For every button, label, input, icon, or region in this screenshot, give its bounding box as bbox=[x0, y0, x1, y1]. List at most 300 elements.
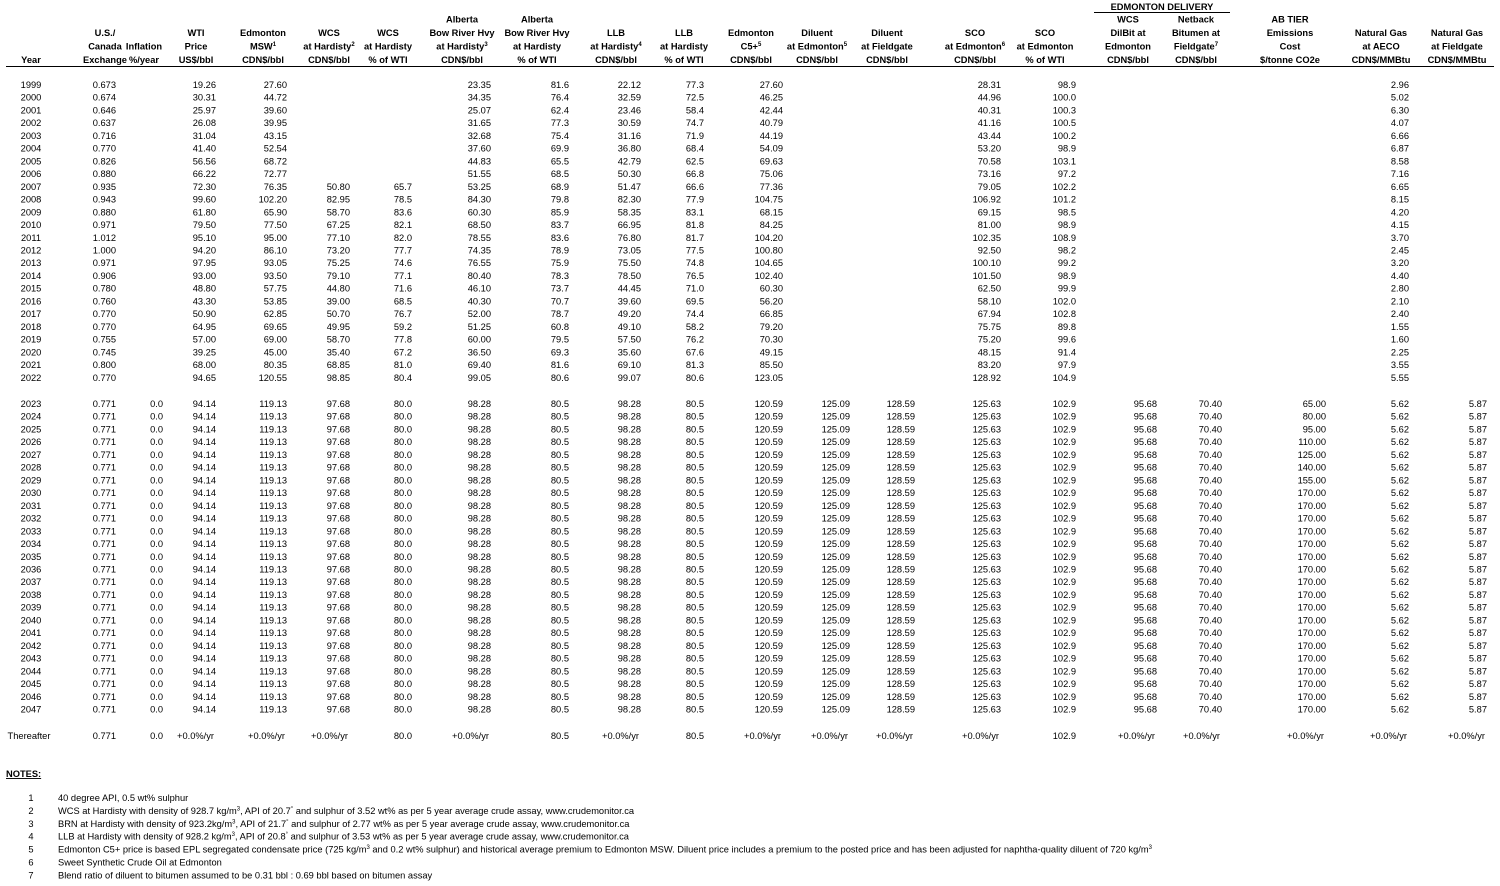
cell-llb: 76.80 bbox=[617, 232, 641, 243]
cell-sco: 125.63 bbox=[972, 399, 1001, 409]
table-row bbox=[21, 666, 1487, 676]
column-header-dil_edm: at Edmonton$^5$ bbox=[786, 41, 848, 52]
cell-c5: 120.59 bbox=[754, 411, 783, 422]
cell-year: 2042 bbox=[20, 640, 42, 651]
cell-year: 2016 bbox=[20, 296, 42, 307]
table-row bbox=[21, 475, 1487, 485]
cell-ng_fg: 5.87 bbox=[1468, 666, 1487, 677]
cell-brh: 31.65 bbox=[467, 118, 491, 129]
cell-llb_pct: 80.5 bbox=[685, 564, 704, 575]
cell-msw: +0.0%/yr bbox=[248, 731, 285, 741]
cell-c5: 120.59 bbox=[754, 602, 783, 613]
cell-sco_pct: 102.0 bbox=[1052, 296, 1076, 307]
column-header-fx: Exchange bbox=[83, 55, 127, 65]
note-superscript: 3 bbox=[232, 819, 236, 826]
cell-dil_edm: 125.09 bbox=[821, 551, 850, 562]
cell-wcs_pct: 71.6 bbox=[393, 283, 412, 294]
cell-infl: 0.0 bbox=[150, 628, 163, 639]
cell-sco: 28.31 bbox=[977, 80, 1001, 90]
cell-llb_pct: 80.5 bbox=[685, 411, 704, 422]
cell-dil_fg: 128.59 bbox=[886, 615, 915, 626]
cell-ng_aeco: 5.55 bbox=[1390, 372, 1409, 383]
cell-ng_fg: 5.87 bbox=[1468, 704, 1487, 715]
cell-wcs: 97.68 bbox=[326, 691, 350, 702]
cell-year: 2039 bbox=[20, 602, 42, 613]
cell-dil_fg: 128.59 bbox=[886, 653, 915, 664]
cell-c5: 120.59 bbox=[754, 589, 783, 600]
cell-llb_pct: 69.5 bbox=[685, 296, 704, 307]
cell-fx: 0.755 bbox=[92, 334, 116, 345]
cell-llb: 51.47 bbox=[617, 181, 641, 192]
table-row bbox=[21, 654, 1487, 664]
cell-llb: 98.28 bbox=[617, 704, 641, 715]
table-row bbox=[21, 335, 1409, 345]
cell-sco: 125.63 bbox=[972, 551, 1001, 562]
cell-msw: 119.13 bbox=[259, 526, 287, 537]
cell-sco: 69.15 bbox=[977, 207, 1001, 218]
cell-infl: 0.0 bbox=[150, 526, 163, 537]
cell-brh_pct: 80.5 bbox=[550, 399, 569, 409]
cell-wti: 94.14 bbox=[192, 488, 216, 499]
cell-ng_aeco: 5.62 bbox=[1390, 437, 1409, 448]
cell-wcs: 50.80 bbox=[326, 181, 350, 192]
cell-fx: 0.771 bbox=[92, 462, 116, 473]
cell-llb: 32.59 bbox=[617, 92, 641, 103]
cell-msw: 119.13 bbox=[259, 589, 287, 600]
cell-fx: 0.906 bbox=[92, 270, 116, 281]
cell-ng_aeco: 5.62 bbox=[1390, 615, 1409, 626]
cell-brh: 98.28 bbox=[467, 462, 491, 473]
cell-sco_pct: 99.9 bbox=[1057, 283, 1076, 294]
cell-fx: 0.771 bbox=[92, 577, 116, 588]
cell-dil_edm: 125.09 bbox=[821, 615, 850, 626]
table-row bbox=[21, 615, 1487, 625]
cell-sco: 75.75 bbox=[977, 321, 1001, 332]
cell-sco_pct: 102.9 bbox=[1052, 399, 1076, 409]
table-row bbox=[21, 641, 1487, 651]
cell-tier: 170.00 bbox=[1297, 653, 1326, 664]
cell-msw: 119.13 bbox=[259, 551, 287, 562]
cell-brh_pct: 85.9 bbox=[550, 207, 569, 218]
cell-brh_pct: 78.7 bbox=[550, 309, 569, 320]
cell-wcs_pct: 80.0 bbox=[393, 488, 412, 499]
cell-ng_aeco: 5.62 bbox=[1390, 704, 1409, 715]
cell-llb_pct: 68.4 bbox=[685, 143, 704, 154]
table-row bbox=[21, 296, 1409, 306]
note-segment: and sulphur of 3.53 wt% as per 5 year average crude assay, www.crudemonitor.ca bbox=[288, 831, 629, 842]
cell-dil_fg: 128.59 bbox=[886, 589, 915, 600]
thereafter-row bbox=[8, 731, 1485, 741]
cell-wcs_pct: 76.7 bbox=[393, 309, 412, 320]
cell-year: Thereafter bbox=[7, 731, 51, 741]
cell-fx: 0.771 bbox=[92, 679, 116, 690]
cell-fx: 0.771 bbox=[92, 704, 116, 715]
cell-sco: 102.35 bbox=[972, 232, 1001, 243]
cell-ng_aeco: 8.58 bbox=[1390, 156, 1409, 167]
cell-wcs_pct: 80.0 bbox=[393, 589, 412, 600]
cell-brh: 51.55 bbox=[467, 169, 491, 180]
cell-llb: 36.80 bbox=[617, 143, 641, 154]
table-row bbox=[21, 692, 1487, 702]
footnote-marker: 5 bbox=[757, 42, 762, 48]
cell-llb: 98.28 bbox=[617, 628, 641, 639]
cell-llb: 98.28 bbox=[617, 679, 641, 690]
cell-sco: 41.16 bbox=[977, 118, 1001, 129]
cell-ng_aeco: +0.0%/yr bbox=[1370, 731, 1407, 741]
cell-dilbit: 95.68 bbox=[1133, 691, 1157, 702]
cell-llb: 39.60 bbox=[617, 296, 641, 307]
cell-llb_pct: 77.9 bbox=[685, 194, 704, 205]
cell-c5: 120.59 bbox=[754, 488, 783, 499]
cell-sco: 125.63 bbox=[972, 602, 1001, 613]
cell-c5: 56.20 bbox=[759, 296, 783, 307]
cell-brh: 98.28 bbox=[467, 424, 491, 435]
cell-msw: 72.77 bbox=[263, 169, 287, 180]
cell-wcs_pct: 77.8 bbox=[393, 334, 412, 345]
cell-wcs: 98.85 bbox=[326, 372, 350, 383]
cell-wti: 95.10 bbox=[192, 232, 216, 243]
cell-ng_aeco: 5.62 bbox=[1390, 513, 1409, 524]
cell-brh: 68.50 bbox=[467, 220, 491, 231]
cell-wcs: 97.68 bbox=[326, 411, 350, 422]
cell-dilbit: 95.68 bbox=[1133, 475, 1157, 486]
cell-year: 1999 bbox=[20, 80, 42, 90]
cell-sco: 125.63 bbox=[972, 628, 1001, 639]
cell-msw: 119.13 bbox=[259, 449, 287, 460]
column-header-wcs: at Hardisty$^2$ bbox=[303, 41, 355, 52]
column-header-c5: CDN$/bbl bbox=[730, 55, 772, 65]
cell-ng_fg: 5.87 bbox=[1468, 424, 1487, 435]
cell-year: 2032 bbox=[20, 513, 42, 524]
cell-fx: 0.771 bbox=[92, 411, 116, 422]
column-header-msw: MSW$^1$ bbox=[249, 41, 277, 52]
column-header-netback: Bitumen at bbox=[1171, 28, 1221, 38]
cell-wcs: 97.68 bbox=[326, 462, 350, 473]
column-header-ng_fg: Natural Gas bbox=[1430, 28, 1484, 38]
cell-llb: +0.0%/yr bbox=[602, 731, 639, 741]
cell-dil_fg: 128.59 bbox=[886, 437, 915, 448]
cell-dil_edm: 125.09 bbox=[821, 437, 850, 448]
cell-ng_aeco: 5.62 bbox=[1390, 449, 1409, 460]
cell-llb: 49.20 bbox=[617, 309, 641, 320]
note-number: 6 bbox=[28, 857, 34, 868]
cell-dilbit: 95.68 bbox=[1133, 500, 1157, 511]
column-header-wcs: CDN$/bbl bbox=[308, 55, 350, 65]
cell-msw: 119.13 bbox=[259, 411, 287, 422]
cell-wcs_pct: 80.0 bbox=[393, 539, 412, 550]
table-row bbox=[21, 347, 1409, 357]
cell-wcs: 82.95 bbox=[326, 194, 350, 205]
cell-wti: 94.14 bbox=[192, 615, 216, 626]
cell-dilbit: 95.68 bbox=[1133, 577, 1157, 588]
cell-llb_pct: 80.5 bbox=[685, 731, 704, 741]
cell-dil_edm: 125.09 bbox=[821, 475, 850, 486]
cell-ng_aeco: 2.80 bbox=[1390, 283, 1409, 294]
cell-msw: 119.13 bbox=[259, 564, 287, 575]
cell-ng_aeco: 2.45 bbox=[1390, 245, 1409, 256]
cell-ng_fg: 5.87 bbox=[1468, 564, 1487, 575]
note-text bbox=[58, 832, 630, 842]
table-row bbox=[21, 552, 1487, 562]
cell-wti: 39.25 bbox=[192, 347, 216, 358]
cell-wcs_pct: 68.5 bbox=[393, 296, 412, 307]
column-header-ng_fg: at Fieldgate bbox=[1431, 41, 1483, 52]
cell-llb_pct: 80.5 bbox=[685, 539, 704, 550]
cell-msw: 119.13 bbox=[259, 488, 287, 499]
cell-wcs: 97.68 bbox=[326, 589, 350, 600]
table-row bbox=[21, 271, 1409, 281]
cell-llb_pct: 74.4 bbox=[685, 309, 704, 320]
cell-netback: 70.40 bbox=[1198, 564, 1222, 575]
table-row bbox=[21, 360, 1409, 370]
cell-wcs_pct: 80.0 bbox=[393, 526, 412, 537]
cell-sco_pct: 102.9 bbox=[1052, 602, 1076, 613]
cell-dilbit: 95.68 bbox=[1133, 399, 1157, 409]
cell-infl: 0.0 bbox=[150, 564, 163, 575]
cell-year: 2024 bbox=[20, 411, 42, 422]
cell-netback: 70.40 bbox=[1198, 602, 1222, 613]
cell-sco: 125.63 bbox=[972, 449, 1001, 460]
cell-fx: 0.880 bbox=[92, 169, 116, 180]
cell-fx: 0.673 bbox=[92, 80, 116, 90]
cell-netback: 70.40 bbox=[1198, 577, 1222, 588]
note-number: 1 bbox=[28, 793, 34, 803]
cell-sco_pct: 98.9 bbox=[1057, 220, 1076, 231]
cell-brh: 32.68 bbox=[467, 130, 491, 141]
cell-infl: 0.0 bbox=[150, 539, 163, 550]
table-row bbox=[21, 539, 1487, 549]
cell-sco_pct: 97.2 bbox=[1057, 169, 1076, 180]
cell-msw: 68.72 bbox=[263, 156, 287, 167]
table-row bbox=[21, 144, 1409, 154]
cell-brh_pct: 80.5 bbox=[550, 731, 569, 741]
cell-dil_edm: 125.09 bbox=[821, 589, 850, 600]
cell-ng_aeco: 5.62 bbox=[1390, 666, 1409, 677]
cell-dil_edm: 125.09 bbox=[821, 488, 850, 499]
cell-wti: 94.14 bbox=[192, 653, 216, 664]
cell-brh: 99.05 bbox=[467, 372, 491, 383]
cell-c5: 69.63 bbox=[759, 156, 783, 167]
cell-llb_pct: 67.6 bbox=[685, 347, 704, 358]
cell-year: 2043 bbox=[20, 653, 42, 664]
cell-tier: 170.00 bbox=[1297, 679, 1326, 690]
cell-wcs_pct: 78.5 bbox=[393, 194, 412, 205]
cell-ng_aeco: 5.62 bbox=[1390, 551, 1409, 562]
cell-wcs_pct: 80.0 bbox=[393, 437, 412, 448]
cell-ng_aeco: 5.62 bbox=[1390, 602, 1409, 613]
cell-brh: 98.28 bbox=[467, 602, 491, 613]
table-row bbox=[21, 118, 1409, 128]
cell-fx: 0.771 bbox=[92, 589, 116, 600]
cell-wcs: 75.25 bbox=[326, 258, 350, 269]
cell-sco: 79.05 bbox=[977, 181, 1001, 192]
cell-year: 2003 bbox=[20, 130, 42, 141]
cell-wcs_pct: 77.1 bbox=[393, 270, 412, 281]
cell-dil_edm: 125.09 bbox=[821, 564, 850, 575]
cell-dilbit: 95.68 bbox=[1133, 628, 1157, 639]
cell-msw: 119.13 bbox=[259, 475, 287, 486]
cell-ng_aeco: 3.70 bbox=[1390, 232, 1409, 243]
cell-sco_pct: 102.9 bbox=[1052, 731, 1076, 741]
cell-brh_pct: 80.5 bbox=[550, 602, 569, 613]
cell-brh_pct: 68.5 bbox=[550, 169, 569, 180]
note-superscript: 3 bbox=[236, 806, 241, 813]
cell-llb_pct: 80.5 bbox=[685, 449, 704, 460]
note-segment: BRN at Hardisty with density of 923.2kg/m bbox=[58, 818, 233, 829]
cell-wti: 68.00 bbox=[192, 360, 216, 371]
cell-dil_fg: 128.59 bbox=[886, 424, 915, 435]
cell-msw: 119.13 bbox=[259, 679, 287, 690]
cell-c5: 120.59 bbox=[754, 704, 783, 715]
cell-llb: 50.30 bbox=[617, 169, 641, 180]
cell-wti: 72.30 bbox=[192, 181, 216, 192]
cell-dil_edm: 125.09 bbox=[821, 399, 850, 409]
column-header-llb_pct: % of WTI bbox=[664, 55, 704, 65]
column-header-infl: Inflation bbox=[125, 41, 163, 52]
cell-brh_pct: 80.5 bbox=[550, 475, 569, 486]
cell-fx: 1.012 bbox=[92, 232, 116, 243]
cell-wti: 30.31 bbox=[192, 92, 216, 103]
cell-wcs_pct: 80.0 bbox=[393, 424, 412, 435]
cell-wcs: 97.68 bbox=[326, 437, 350, 448]
cell-dil_edm: 125.09 bbox=[821, 539, 850, 550]
cell-brh_pct: 80.5 bbox=[550, 513, 569, 524]
cell-msw: 119.13 bbox=[259, 628, 287, 639]
cell-year: 2037 bbox=[20, 577, 42, 588]
cell-sco: 83.20 bbox=[977, 360, 1001, 371]
cell-dil_edm: 125.09 bbox=[821, 500, 850, 511]
cell-llb_pct: 81.8 bbox=[685, 220, 704, 231]
cell-wti: 25.97 bbox=[192, 105, 216, 116]
note-segment: LLB at Hardisty with density of 928.2 kg/m bbox=[58, 831, 232, 842]
cell-sco_pct: 98.9 bbox=[1057, 143, 1076, 154]
column-header-llb: at Hardisty$^4$ bbox=[590, 41, 642, 52]
note-segment: WCS at Hardisty with density of 928.7 kg/m bbox=[58, 805, 237, 816]
cell-infl: 0.0 bbox=[150, 691, 163, 702]
column-header-wcs_pct: at Hardisty bbox=[363, 41, 413, 52]
column-header-sco_pct: at Edmonton bbox=[1016, 41, 1074, 52]
cell-ng_fg: 5.87 bbox=[1468, 679, 1487, 690]
cell-sco_pct: 102.9 bbox=[1052, 500, 1076, 511]
cell-sco: 125.63 bbox=[972, 577, 1001, 588]
cell-llb_pct: 72.5 bbox=[685, 92, 704, 103]
note-text bbox=[58, 845, 1153, 855]
cell-sco_pct: 102.9 bbox=[1052, 513, 1076, 524]
cell-brh: 23.35 bbox=[467, 80, 491, 90]
column-header-fx: U.S./ bbox=[94, 28, 116, 38]
footnote-marker: 3 bbox=[484, 42, 488, 48]
cell-ng_fg: 5.87 bbox=[1468, 462, 1487, 473]
cell-year: 2018 bbox=[20, 321, 42, 332]
cell-llb_pct: 77.3 bbox=[685, 80, 704, 90]
cell-sco: 70.58 bbox=[977, 156, 1001, 167]
cell-ng_aeco: 3.20 bbox=[1390, 258, 1409, 269]
cell-dil_fg: 128.59 bbox=[886, 475, 915, 486]
cell-tier: 170.00 bbox=[1297, 488, 1326, 499]
group-header-label: EDMONTON DELIVERY bbox=[1110, 2, 1214, 12]
cell-year: 2023 bbox=[20, 399, 42, 409]
cell-sco: 128.92 bbox=[972, 372, 1001, 383]
cell-wcs: 39.00 bbox=[326, 296, 350, 307]
cell-wti: 41.40 bbox=[192, 143, 216, 154]
cell-llb: 22.12 bbox=[617, 80, 641, 90]
cell-tier: 170.00 bbox=[1297, 513, 1326, 524]
cell-sco: 40.31 bbox=[977, 105, 1001, 116]
cell-brh_pct: 80.5 bbox=[550, 640, 569, 651]
cell-brh_pct: 76.4 bbox=[550, 92, 569, 103]
cell-wti: 56.56 bbox=[192, 156, 216, 167]
cell-llb_pct: 76.2 bbox=[685, 334, 704, 345]
cell-tier: +0.0%/yr bbox=[1287, 731, 1324, 741]
cell-ng_aeco: 5.62 bbox=[1390, 500, 1409, 511]
cell-sco_pct: 102.9 bbox=[1052, 564, 1076, 575]
cell-brh_pct: 80.5 bbox=[550, 526, 569, 537]
cell-wcs: 79.10 bbox=[326, 270, 350, 281]
cell-brh_pct: 80.5 bbox=[550, 551, 569, 562]
cell-llb: 98.28 bbox=[617, 615, 641, 626]
cell-brh_pct: 79.8 bbox=[550, 194, 569, 205]
cell-brh: 98.28 bbox=[467, 577, 491, 588]
cell-fx: 0.771 bbox=[92, 500, 116, 511]
cell-wcs: 97.68 bbox=[326, 424, 350, 435]
cell-sco: 43.44 bbox=[977, 130, 1001, 141]
cell-infl: 0.0 bbox=[150, 640, 163, 651]
cell-brh_pct: 75.9 bbox=[550, 258, 569, 269]
cell-netback: 70.40 bbox=[1198, 615, 1222, 626]
cell-fx: 0.971 bbox=[92, 258, 116, 269]
cell-wcs_pct: 80.0 bbox=[393, 640, 412, 651]
cell-llb_pct: 62.5 bbox=[685, 156, 704, 167]
cell-wti: 19.26 bbox=[192, 80, 216, 90]
cell-llb_pct: 74.8 bbox=[685, 258, 704, 269]
cell-msw: 119.13 bbox=[259, 640, 287, 651]
cell-llb_pct: 80.5 bbox=[685, 589, 704, 600]
cell-llb_pct: 83.1 bbox=[685, 207, 704, 218]
cell-wcs: 97.68 bbox=[326, 628, 350, 639]
cell-llb_pct: 80.5 bbox=[685, 488, 704, 499]
cell-wcs_pct: 65.7 bbox=[393, 181, 412, 192]
column-header-llb: LLB bbox=[606, 28, 626, 38]
cell-wti: 50.90 bbox=[192, 309, 216, 320]
cell-wti: 43.30 bbox=[192, 296, 216, 307]
footnote-marker: 4 bbox=[638, 42, 642, 48]
cell-ng_aeco: 5.62 bbox=[1390, 577, 1409, 588]
table-row bbox=[21, 564, 1487, 574]
cell-llb_pct: 77.5 bbox=[685, 245, 704, 256]
cell-brh_pct: 65.5 bbox=[550, 156, 569, 167]
cell-tier: 95.00 bbox=[1302, 424, 1326, 435]
cell-fx: 0.771 bbox=[92, 640, 116, 651]
cell-sco_pct: 102.9 bbox=[1052, 679, 1076, 690]
table-row bbox=[21, 156, 1409, 166]
cell-dil_edm: 125.09 bbox=[821, 602, 850, 613]
cell-wcs_pct: 83.6 bbox=[393, 207, 412, 218]
cell-tier: 170.00 bbox=[1297, 615, 1326, 626]
cell-c5: 104.75 bbox=[754, 194, 783, 205]
cell-llb: 98.28 bbox=[617, 551, 641, 562]
table-row bbox=[21, 169, 1409, 179]
cell-fx: 0.771 bbox=[92, 691, 116, 702]
cell-msw: 119.13 bbox=[259, 437, 287, 448]
footnote-marker: 2 bbox=[351, 42, 355, 48]
cell-llb: 35.60 bbox=[617, 347, 641, 358]
cell-ng_aeco: 3.55 bbox=[1390, 360, 1409, 371]
cell-wti: 31.04 bbox=[192, 130, 216, 141]
cell-sco: 125.63 bbox=[972, 526, 1001, 537]
note-text bbox=[58, 819, 630, 829]
cell-fx: 0.770 bbox=[92, 372, 116, 383]
cell-msw: 119.13 bbox=[259, 424, 287, 435]
